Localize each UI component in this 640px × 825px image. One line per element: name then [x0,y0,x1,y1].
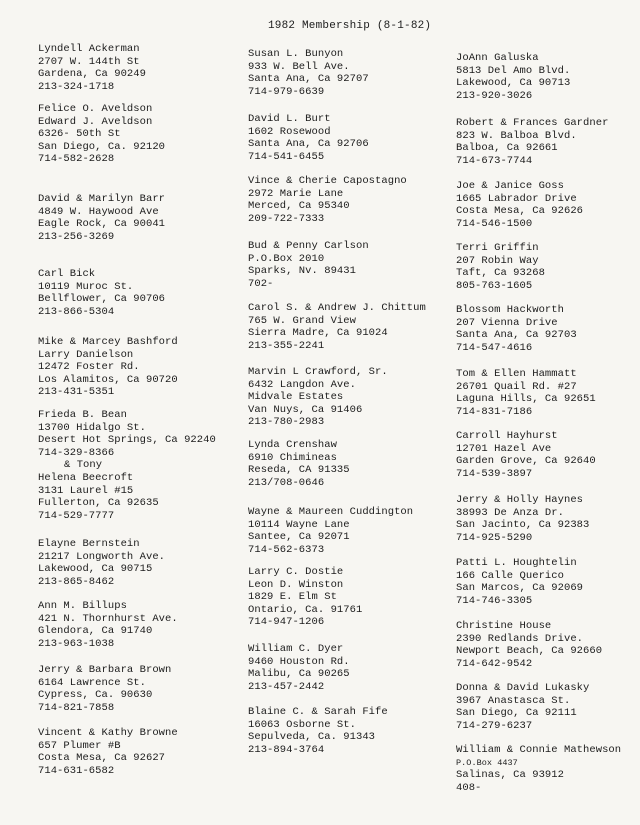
entry-line: 714-746-3305 [456,594,533,607]
entry-line: 823 W. Balboa Blvd. [456,129,577,142]
entry-line: William C. Dyer [248,643,344,655]
entry-line: 3967 Anastasca St. [456,694,571,707]
entry-line: Fullerton, Ca 92635 [38,497,159,510]
entry-line: 714-562-6373 [248,543,325,556]
entry-line: 213-457-2442 [248,680,325,693]
entry-line: Blaine C. & Sarah Fife [248,706,388,718]
entry-line: Carol S. & Andrew J. Chittum [248,302,426,314]
entry-line: 10119 Muroc St. [38,280,134,293]
entry-line: 714-642-9542 [456,657,533,670]
entry-line: 38993 De Anza Dr. [456,506,564,519]
entry-line: 805-763-1605 [456,279,533,292]
entry-line: Felice O. Aveldson [38,103,153,115]
entry-line: 714-979-6639 [248,85,325,98]
entry-line: Van Nuys, Ca 91406 [248,403,363,416]
entry-line: Jerry & Barbara Brown [38,664,172,676]
entry-line: Frieda B. Bean [38,409,127,421]
entry-line: JoAnn Galuska [456,52,539,64]
entry-line: 714-539-3897 [456,467,533,480]
entry-line: 1829 E. Elm St [248,591,337,604]
member-entry [456,180,583,230]
entry-line: 10114 Wayne Lane [248,518,350,531]
entry-line: 714-673-7744 [456,154,533,167]
entry-line: 213-780-2983 [248,416,325,429]
member-entry [38,103,165,166]
entry-line: 714-831-7186 [456,405,533,418]
member-entry [248,48,369,98]
entry-line: 3131 Laurel #15 [38,484,134,497]
member-entry [456,744,621,794]
entry-line: Gardena, Ca 90249 [38,68,146,81]
entry-line: Balboa, Ca 92661 [456,142,558,155]
member-entry [38,600,178,650]
entry-line: 765 W. Grand View [248,314,356,327]
entry-line: 207 Robin Way [456,254,539,267]
entry-line: Robert & Frances Gardner [456,117,609,129]
entry-line: 166 Calle Querico [456,569,564,582]
entry-line: 213-324-1718 [38,80,115,93]
entry-line: Blossom Hackworth [456,304,564,316]
entry-line: Tom & Ellen Hammatt [456,368,577,380]
entry-line: Marvin L Crawford, Sr. [248,366,388,378]
entry-line: Leon D. Winston [248,578,344,591]
entry-line: Glendora, Ca 91740 [38,625,153,638]
member-entry [38,664,171,714]
entry-line: Sepulveda, Ca. 91343 [248,731,376,744]
entry-line: William & Connie Mathewson [456,744,622,756]
entry-line: Vince & Cherie Capostagno [248,175,407,187]
entry-line: 408- [456,781,482,794]
member-entry [248,175,407,225]
entry-line: 933 W. Bell Ave. [248,60,350,73]
entry-line: Elayne Bernstein [38,538,140,550]
member-entry [456,368,596,418]
member-entry [248,506,413,556]
entry-line: Malibu, Ca 90265 [248,668,350,681]
entry-line: Garden Grove, Ca 92640 [456,455,596,468]
entry-line: 12701 Hazel Ave [456,442,552,455]
entry-line: 213-355-2241 [248,339,325,352]
entry-line: 1665 Labrador Drive [456,192,577,205]
entry-line: 714-925-5290 [456,531,533,544]
entry-line: Wayne & Maureen Cuddington [248,506,414,518]
entry-line: Lyndell Ackerman [38,43,140,55]
entry-line: David & Marilyn Barr [38,193,166,205]
entry-line: Newport Beach, Ca 92660 [456,645,603,658]
entry-line: 21217 Longworth Ave. [38,550,166,563]
entry-line: San Diego, Ca 92111 [456,707,577,720]
entry-line: Patti L. Houghtelin [456,557,577,569]
entry-line: 5813 Del Amo Blvd. [456,64,571,77]
entry-line: Santa Ana, Ca 92706 [248,138,369,151]
entry-line: Sparks, Nv. 89431 [248,265,356,278]
entry-line: 714-821-7858 [38,701,115,714]
entry-line: 714-546-1500 [456,217,533,230]
entry-line: 702- [248,277,274,290]
member-entry [38,43,146,93]
entry-line: Taft, Ca 93268 [456,267,545,280]
member-entry [456,494,589,544]
entry-line: David L. Burt [248,113,331,125]
entry-line: Costa Mesa, Ca 92626 [456,205,584,218]
entry-line: Ann M. Billups [38,600,127,612]
entry-line: Ontario, Ca. 91761 [248,603,363,616]
entry-line: 421 N. Thornhurst Ave. [38,612,178,625]
entry-line: 213-920-3026 [456,89,533,102]
entry-line: Laguna Hills, Ca 92651 [456,393,596,406]
page-title: 1982 Membership (8-1-82) [268,20,432,32]
entry-line: Midvale Estates [248,391,344,404]
member-entry [456,52,570,102]
entry-line: 6164 Lawrence St. [38,676,146,689]
entry-line: & Tony [64,459,103,472]
member-entry [456,557,583,607]
member-entry [248,366,388,429]
entry-line: 9460 Houston Rd. [248,655,350,668]
entry-line: 209-722-7333 [248,212,325,225]
entry-line: Susan L. Bunyon [248,48,344,60]
member-entry [248,706,388,756]
entry-line: Santa Ana, Ca 92703 [456,329,577,342]
entry-line: 207 Vienna Drive [456,316,558,329]
entry-line: 16063 Osborne St. [248,718,356,731]
entry-line: Desert Hot Springs, Ca 92240 [38,434,216,447]
entry-line: 213-431-5351 [38,386,115,399]
entry-line: Bellflower, Ca 90706 [38,293,166,306]
entry-line: 12472 Foster Rd. [38,361,140,374]
entry-line: 213/708-0646 [248,476,325,489]
entry-line: Los Alamitos, Ca 90720 [38,373,178,386]
entry-line: P.O.Box 2010 [248,252,325,265]
entry-line: 4849 W. Haywood Ave [38,205,159,218]
member-entry [248,302,426,352]
entry-line: Mike & Marcey Bashford [38,336,178,348]
entry-line: San Marcos, Ca 92069 [456,582,584,595]
entry-line: Sierra Madre, Ca 91024 [248,327,388,340]
member-entry [456,242,545,292]
member-entry [38,727,178,777]
entry-line: San Jacinto, Ca 92383 [456,519,590,532]
member-entry [456,682,589,732]
entry-line: 714-529-7777 [38,509,115,522]
member-entry [456,620,602,670]
member-entry [456,304,577,354]
entry-line: Santa Ana, Ca 92707 [248,73,369,86]
entry-line: Lakewood, Ca 90715 [38,563,153,576]
entry-line: Reseda, CA 91335 [248,464,350,477]
entry-line: 714-547-4616 [456,341,533,354]
member-entry [248,439,350,489]
member-entry [38,336,178,399]
entry-line: Carl Bick [38,268,96,280]
entry-line: Santee, Ca 92071 [248,531,350,544]
entry-line: Larry Danielson [38,348,134,361]
entry-line: Larry C. Dostie [248,566,344,578]
entry-line: 714-329-8366 [38,446,115,459]
entry-line: Donna & David Lukasky [456,682,590,694]
member-entry [38,193,165,243]
entry-line: Christine House [456,620,552,632]
entry-line: 13700 Hidalgo St. [38,421,146,434]
entry-line: San Diego, Ca. 92120 [38,140,166,153]
entry-line: 213-963-1038 [38,637,115,650]
member-entry [248,240,369,290]
member-entry [38,409,216,522]
member-entry [248,643,350,693]
entry-line: P.O.Box 4437 [456,757,518,768]
entry-line: Joe & Janice Goss [456,180,564,192]
entry-line: 213-865-8462 [38,575,115,588]
member-entry [38,538,165,588]
entry-line: 6326- 50th St [38,128,121,141]
member-entry [38,268,165,318]
entry-line: 26701 Quail Rd. #27 [456,380,577,393]
entry-line: Lakewood, Ca 90713 [456,77,571,90]
entry-line: 657 Plumer #B [38,739,121,752]
entry-line: Helena Beecroft [38,471,134,484]
entry-line: 714-541-6455 [248,150,325,163]
entry-line: 714-279-6237 [456,719,533,732]
entry-line: 6432 Langdon Ave. [248,378,356,391]
member-entry [248,113,369,163]
entry-line: 213-866-5304 [38,305,115,318]
entry-line: Jerry & Holly Haynes [456,494,584,506]
entry-line: 213-894-3764 [248,743,325,756]
entry-line: 714-582-2628 [38,153,115,166]
entry-line: 213-256-3269 [38,230,115,243]
entry-line: Vincent & Kathy Browne [38,727,178,739]
entry-line: Edward J. Aveldson [38,115,153,128]
entry-line: Terri Griffin [456,242,539,254]
entry-line: Carroll Hayhurst [456,430,558,442]
entry-line: Costa Mesa, Ca 92627 [38,752,166,765]
member-entry [456,430,596,480]
entry-line: 714-947-1206 [248,616,325,629]
entry-line: Merced, Ca 95340 [248,200,350,213]
entry-line: 2972 Marie Lane [248,187,344,200]
entry-line: Cypress, Ca. 90630 [38,689,153,702]
entry-line: 714-631-6582 [38,764,115,777]
member-entry [248,566,362,629]
entry-line: 2390 Redlands Drive. [456,632,584,645]
entry-line: Eagle Rock, Ca 90041 [38,218,166,231]
entry-line: Bud & Penny Carlson [248,240,369,252]
entry-line: 6910 Chimineas [248,451,337,464]
entry-line: Salinas, Ca 93912 [456,769,564,782]
entry-line: Lynda Crenshaw [248,439,337,451]
entry-line: 2707 W. 144th St [38,55,140,68]
member-entry [456,117,608,167]
entry-line: 1602 Rosewood [248,125,331,138]
